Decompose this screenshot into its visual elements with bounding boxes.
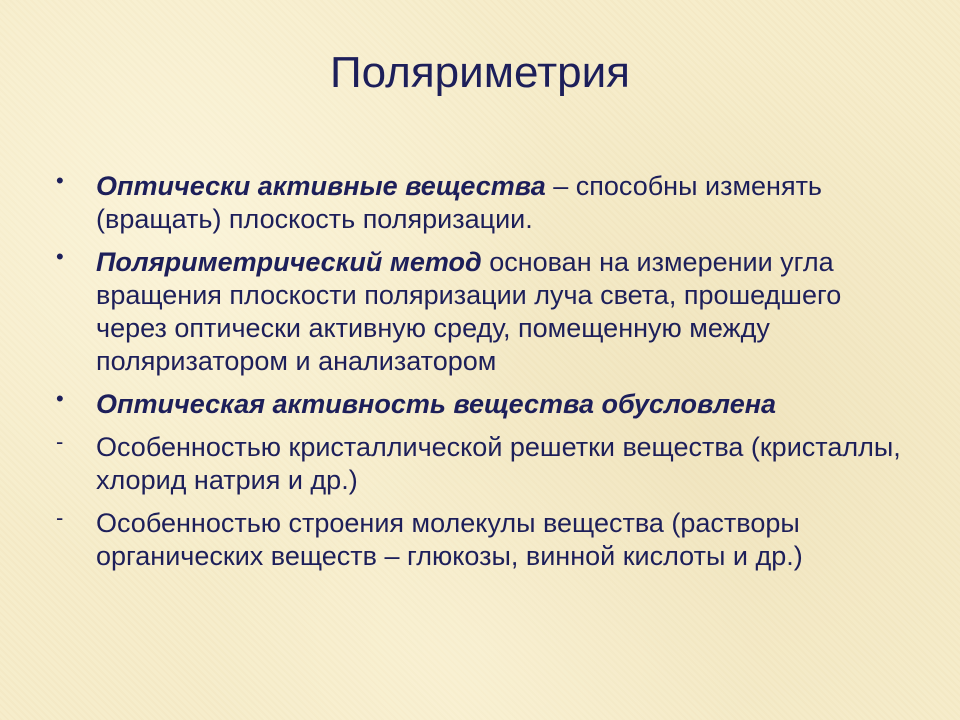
list-item <box>56 507 916 573</box>
slide-title: Поляриметрия <box>330 48 630 97</box>
term-optical-activity: Оптическая активность вещества обусловлена <box>96 389 777 419</box>
list-item <box>56 246 916 378</box>
item-text: основан на измерении угла вращения плоскости поляризации луча света, прошедшего через оптически активную среду, помещенную между поляризатором и анализатором <box>96 247 842 376</box>
term-polarimetric-method: Поляриметрический метод <box>96 247 482 277</box>
list-item <box>56 431 916 497</box>
item-text: Особенностью кристаллической решетки вещества (кристаллы, хлорид натрия и др.) <box>96 432 901 495</box>
term-optically-active: Оптически активные вещества <box>96 171 546 201</box>
dash-marker: - <box>56 429 64 454</box>
bullet-marker: • <box>56 168 64 193</box>
item-text: Особенностью строения молекулы вещества (растворы органических веществ – глюкозы, винной кислоты и др.) <box>96 508 803 571</box>
bullet-list <box>56 170 916 583</box>
list-item <box>56 388 916 421</box>
bullet-marker: • <box>56 386 64 411</box>
dash-marker: - <box>56 505 64 530</box>
list-item <box>56 170 916 236</box>
item-text: – способны изменять (вращать) плоскость поляризации. <box>96 171 822 234</box>
bullet-marker: • <box>56 244 64 269</box>
